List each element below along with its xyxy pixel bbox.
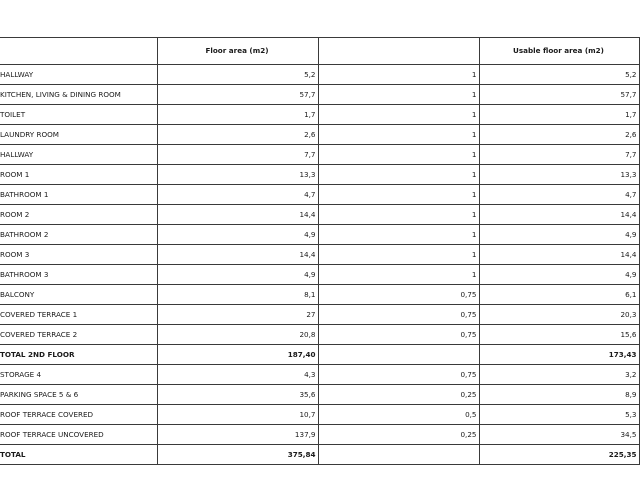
floor-area-cell: 137,9 [157, 425, 318, 445]
table-row [0, 165, 639, 185]
usable-area-cell: 6,1 [479, 285, 639, 305]
coefficient-cell: 1 [318, 185, 479, 205]
coefficient-cell: 0,75 [318, 365, 479, 385]
coefficient-cell: 0,75 [318, 325, 479, 345]
floor-area-cell: 10,7 [157, 405, 318, 425]
room-name-cell: STORAGE 4 [0, 365, 157, 385]
usable-area-cell: 3,2 [479, 365, 639, 385]
usable-area-cell: 2,6 [479, 125, 639, 145]
table-row [0, 145, 639, 165]
floor-area-cell: 4,9 [157, 225, 318, 245]
room-name-cell: BATHROOM 1 [0, 185, 157, 205]
coefficient-cell: 1 [318, 65, 479, 85]
usable-area-cell: 15,6 [479, 325, 639, 345]
floor-area-cell: 13,3 [157, 165, 318, 185]
room-name-cell: LAUNDRY ROOM [0, 125, 157, 145]
usable-area-cell: 5,2 [479, 65, 639, 85]
floor-area-cell: 20,8 [157, 325, 318, 345]
usable-area-cell: 20,3 [479, 305, 639, 325]
floor-area-cell: 375,84 [157, 445, 318, 465]
room-name-cell: COVERED TERRACE 1 [0, 305, 157, 325]
floor-area-cell: 14,4 [157, 205, 318, 225]
floor-area-cell: 7,7 [157, 145, 318, 165]
header-floor-area: Floor area (m2) [157, 38, 318, 65]
usable-area-cell: 173,43 [479, 345, 639, 365]
table-row [0, 305, 639, 325]
coefficient-cell [318, 445, 479, 465]
floor-area-cell: 2,6 [157, 125, 318, 145]
floor-area-cell: 14,4 [157, 245, 318, 265]
floor-area-cell: 27 [157, 305, 318, 325]
table-row [0, 285, 639, 305]
coefficient-cell: 0,25 [318, 385, 479, 405]
usable-area-cell: 4,7 [479, 185, 639, 205]
table-row [0, 385, 639, 405]
usable-area-cell: 5,3 [479, 405, 639, 425]
usable-area-cell: 34,5 [479, 425, 639, 445]
room-name-cell: BALCONY [0, 285, 157, 305]
coefficient-cell: 1 [318, 205, 479, 225]
usable-area-cell: 57,7 [479, 85, 639, 105]
coefficient-cell: 0,5 [318, 405, 479, 425]
header-usable-area: Usable floor area (m2) [479, 38, 639, 65]
header-coefficient [318, 38, 479, 65]
room-name-cell: TOTAL [0, 445, 157, 465]
room-name-cell: ROOM 1 [0, 165, 157, 185]
coefficient-cell: 1 [318, 165, 479, 185]
usable-area-cell: 4,9 [479, 265, 639, 285]
floor-area-table [0, 37, 640, 465]
table-row [0, 125, 639, 145]
usable-area-cell: 1,7 [479, 105, 639, 125]
room-name-cell: ROOF TERRACE COVERED [0, 405, 157, 425]
header-room [0, 38, 157, 65]
table-row [0, 365, 639, 385]
table-row [0, 425, 639, 445]
table-row [0, 105, 639, 125]
room-name-cell: TOILET [0, 105, 157, 125]
coefficient-cell: 0,25 [318, 425, 479, 445]
room-name-cell: ROOF TERRACE UNCOVERED [0, 425, 157, 445]
floor-area-cell: 4,3 [157, 365, 318, 385]
coefficient-cell: 1 [318, 125, 479, 145]
table-row [0, 405, 639, 425]
coefficient-cell: 1 [318, 105, 479, 125]
coefficient-cell: 1 [318, 85, 479, 105]
floor-area-cell: 4,7 [157, 185, 318, 205]
usable-area-cell: 7,7 [479, 145, 639, 165]
table-row [0, 85, 639, 105]
usable-area-cell: 14,4 [479, 245, 639, 265]
total-row [0, 345, 639, 365]
table-row [0, 225, 639, 245]
usable-area-cell: 4,9 [479, 225, 639, 245]
table-body [0, 65, 639, 465]
room-name-cell: ROOM 3 [0, 245, 157, 265]
room-name-cell: BATHROOM 3 [0, 265, 157, 285]
usable-area-cell: 8,9 [479, 385, 639, 405]
floor-area-cell: 187,40 [157, 345, 318, 365]
usable-area-cell: 225,35 [479, 445, 639, 465]
table-row [0, 65, 639, 85]
floor-area-cell: 57,7 [157, 85, 318, 105]
table-row [0, 205, 639, 225]
usable-area-cell: 14,4 [479, 205, 639, 225]
coefficient-cell: 1 [318, 245, 479, 265]
coefficient-cell: 0,75 [318, 305, 479, 325]
table-row [0, 245, 639, 265]
room-name-cell: COVERED TERRACE 2 [0, 325, 157, 345]
coefficient-cell: 1 [318, 145, 479, 165]
room-name-cell: HALLWAY [0, 145, 157, 165]
room-name-cell: ROOM 2 [0, 205, 157, 225]
floor-area-cell: 8,1 [157, 285, 318, 305]
floor-area-sheet [0, 37, 640, 465]
coefficient-cell: 1 [318, 225, 479, 245]
table-row [0, 325, 639, 345]
room-name-cell: KITCHEN, LIVING & DINING ROOM [0, 85, 157, 105]
floor-area-cell: 5,2 [157, 65, 318, 85]
header-row [0, 38, 639, 65]
table-row [0, 265, 639, 285]
coefficient-cell [318, 345, 479, 365]
room-name-cell: TOTAL 2ND FLOOR [0, 345, 157, 365]
room-name-cell: PARKING SPACE 5 & 6 [0, 385, 157, 405]
table-row [0, 185, 639, 205]
coefficient-cell: 0,75 [318, 285, 479, 305]
room-name-cell: HALLWAY [0, 65, 157, 85]
floor-area-cell: 4,9 [157, 265, 318, 285]
floor-area-cell: 1,7 [157, 105, 318, 125]
coefficient-cell: 1 [318, 265, 479, 285]
floor-area-cell: 35,6 [157, 385, 318, 405]
usable-area-cell: 13,3 [479, 165, 639, 185]
room-name-cell: BATHROOM 2 [0, 225, 157, 245]
total-row [0, 445, 639, 465]
